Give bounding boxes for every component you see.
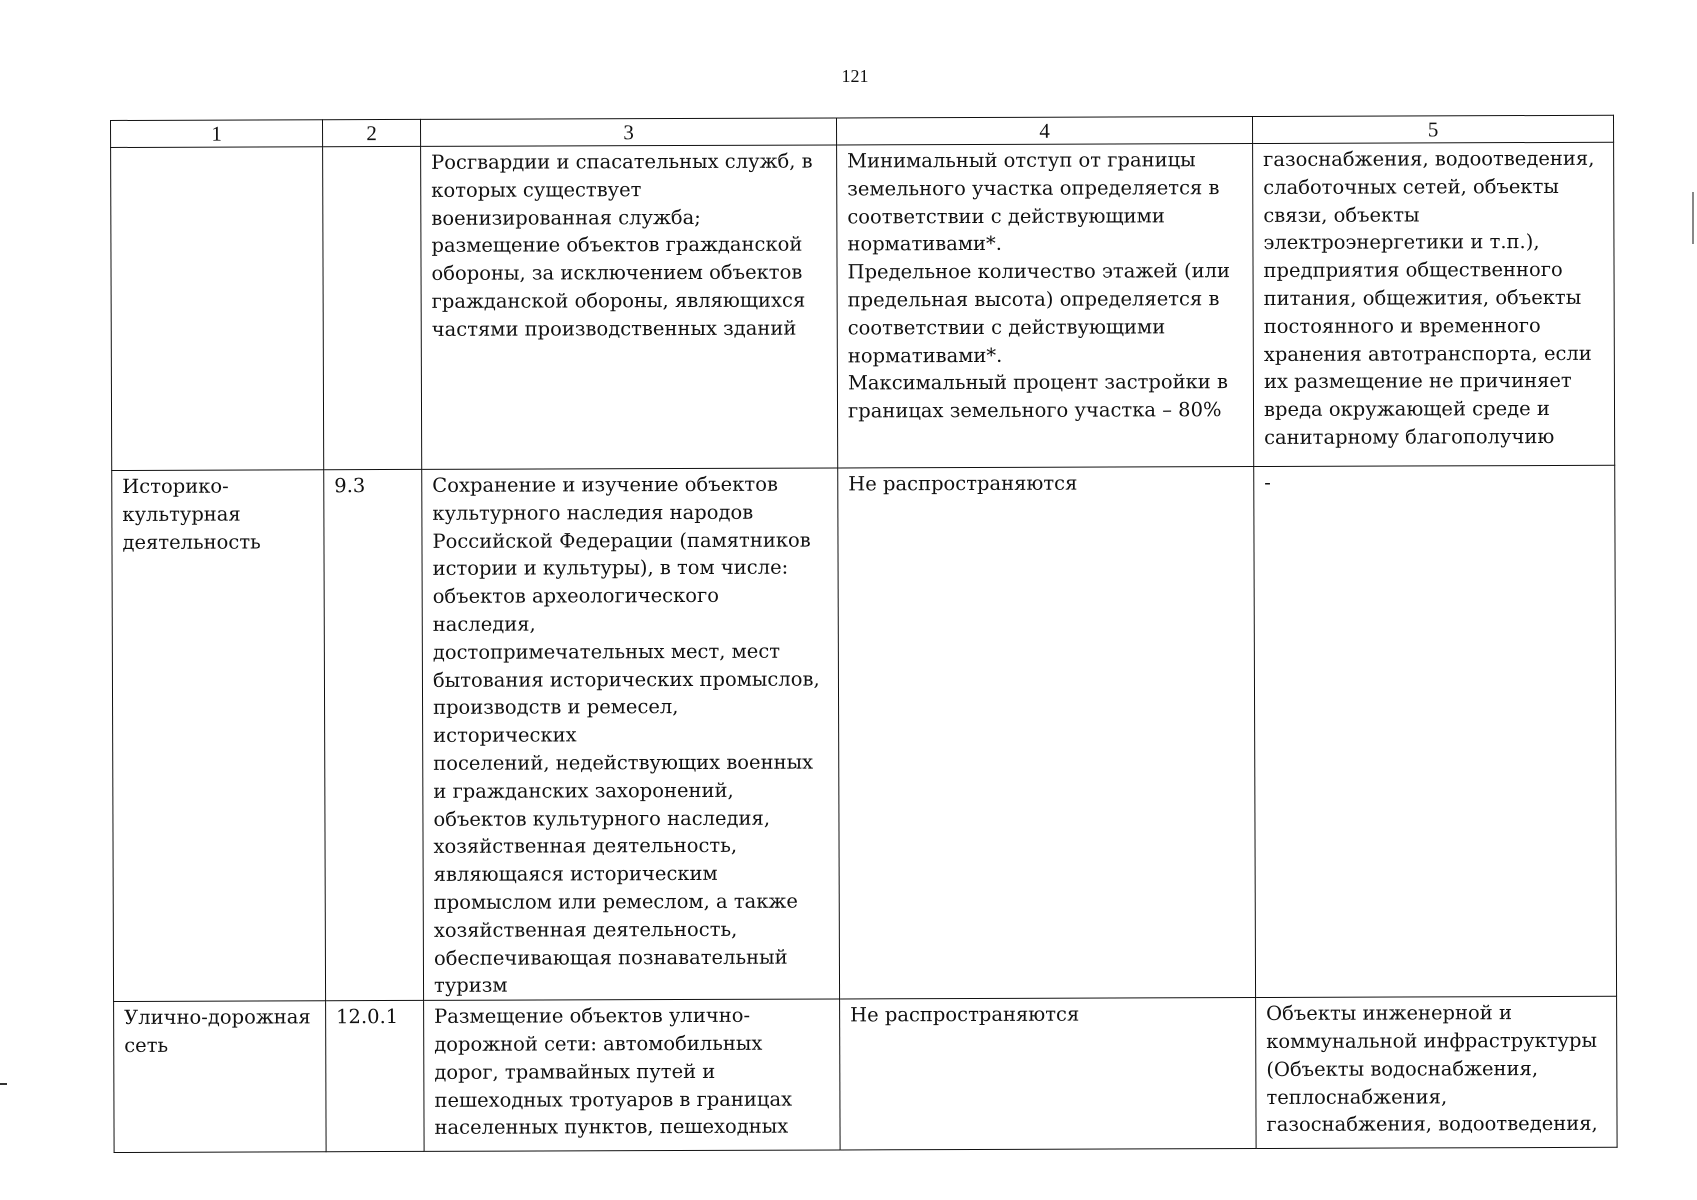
cell-parameters: Минимальный отступ от границы земельного участка определяется в соответствии с действующими нормативами*. Предельное количество этажей (или предельная высота) определяется в соответствии с действующими нормативами*. Максимальный процент застройки в границах земельного участка – 80% [837, 144, 1254, 468]
table-row [111, 142, 1615, 470]
cell-use-name: Улично-дорожная сеть [114, 1001, 327, 1153]
cell-auxiliary-uses: - [1254, 465, 1617, 997]
scan-edge-mark [0, 1083, 7, 1085]
column-number-5: 5 [1252, 115, 1613, 143]
column-number-2: 2 [323, 119, 421, 146]
scan-edge-mark [1692, 192, 1694, 244]
cell-auxiliary-uses: Объекты инженерной и коммунальной инфраструктуры (Объекты водоснабжения, теплоснабжения, газоснабжения, водоотведения, [1256, 996, 1618, 1148]
cell-use-name: Историко- культурная деятельность [112, 470, 326, 1002]
cell-use-code [323, 146, 422, 469]
cell-use-description: Размещение объектов улично- дорожной сети: автомобильных дорог, трамвайных путей и пешеходных тротуаров в границах населенных пунктов, пешеходных [424, 999, 841, 1151]
column-number-4: 4 [836, 117, 1252, 145]
cell-use-description: Росгвардии и спасательных служб, в которых существует военизированная служба; размещение объектов гражданской обороны, за исключением объектов гражданской обороны, являющихся частями производственных зданий [421, 145, 838, 469]
column-number-3: 3 [420, 118, 836, 146]
cell-use-description: Сохранение и изучение объектов культурного наследия народов Российской Федерации (памятников истории и культуры), в том числе: объектов археологического наследия, достопримечательных мест, мест бытования исторических промыслов, производств и ремесел, исторических поселений, недействующих военных и гражданских захоронений, объектов культурного наследия, хозяйственная деятельность, являющаяся историческим промыслом или ремеслом, а также хозяйственная деятельность, обеспечивающая познавательный туризм [422, 468, 840, 1001]
cell-use-name [111, 147, 324, 471]
cell-parameters: Не распространяются [838, 467, 1256, 1000]
cell-auxiliary-uses: газоснабжения, водоотведения, слаботочных сетей, объекты связи, объекты электроэнергетики и т.п.), предприятия общественного питания, общежития, объекты постоянного и временного хранения автотранспорта, если их размещение не причиняет вреда окружающей среде и санитарному благополучию [1253, 142, 1615, 466]
cell-use-code: 12.0.1 [326, 1001, 425, 1152]
cell-use-code: 9.3 [324, 469, 424, 1000]
page-number: 121 [841, 66, 869, 86]
zoning-table [110, 115, 1618, 1153]
table-row [114, 996, 1618, 1152]
column-number-1: 1 [111, 120, 323, 148]
table-row [112, 465, 1617, 1001]
cell-parameters: Не распространяются [840, 998, 1257, 1150]
